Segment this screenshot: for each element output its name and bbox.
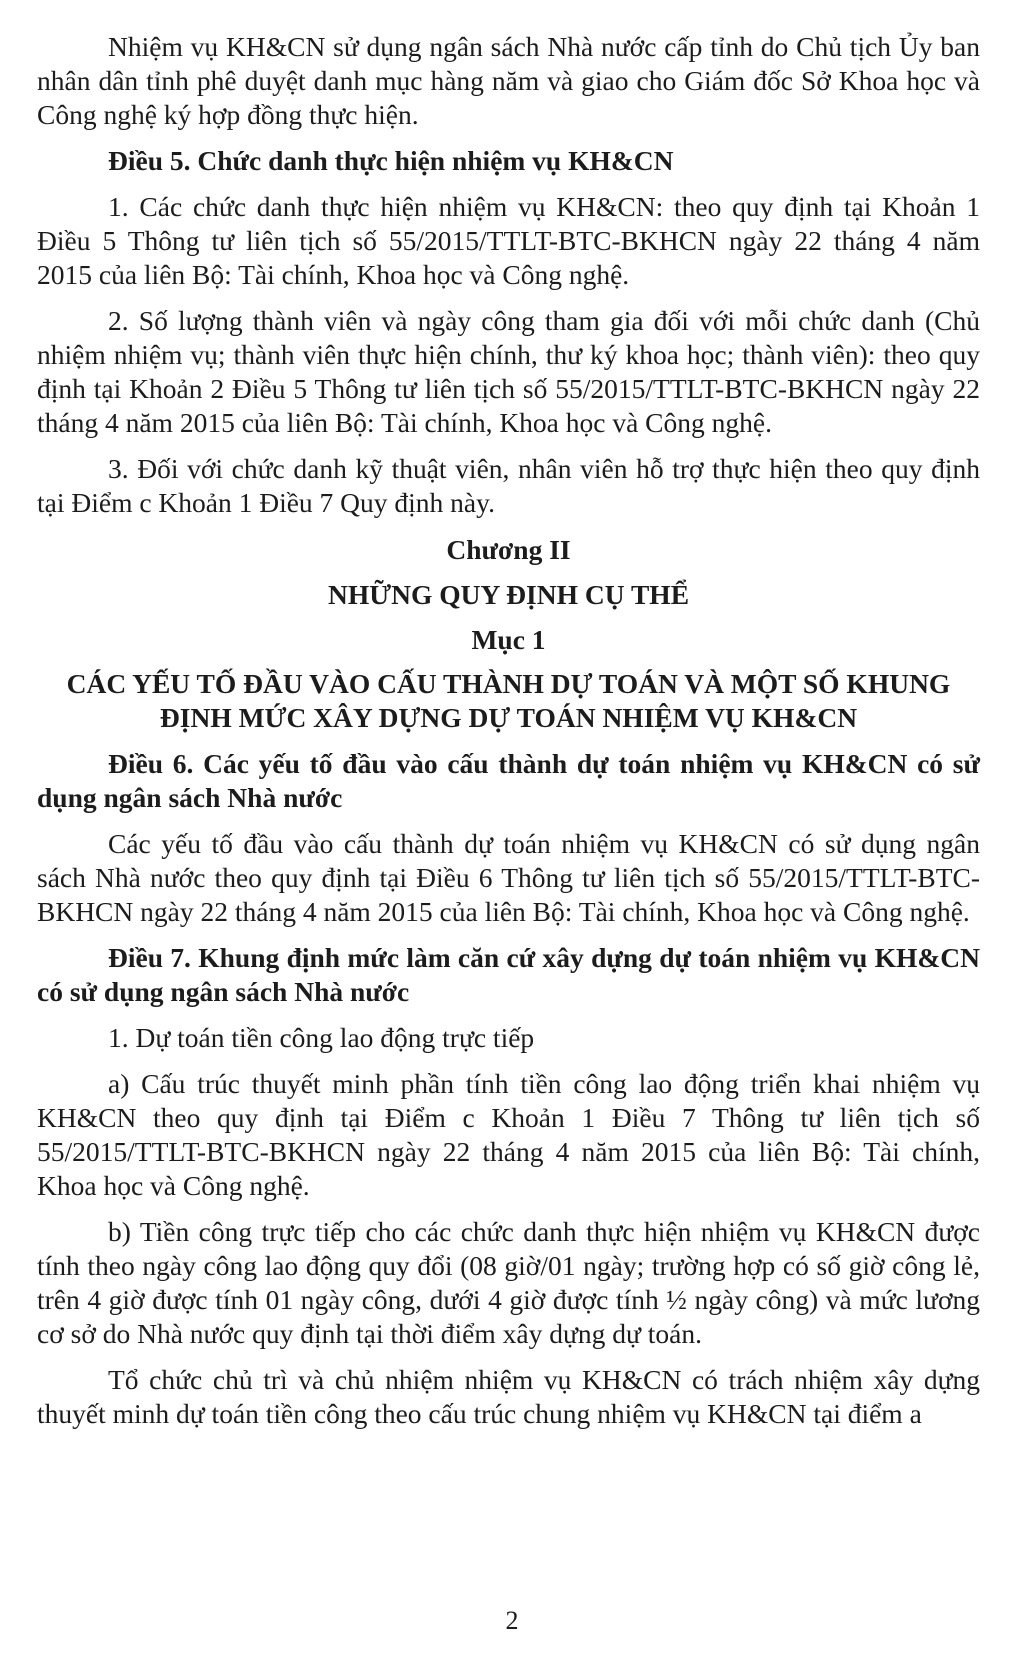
chapter-subtitle: NHỮNG QUY ĐỊNH CỤ THỂ (327, 579, 690, 610)
article-7-clause-1: 1. Dự toán tiền công lao động trực tiếp (108, 1022, 535, 1053)
article-6-body: Các yếu tố đầu vào cấu thành dự toán nhiệm vụ KH&CN có sử dụng ngân sách Nhà nước theo quy định tại Điều 6 Thông tư liên tịch số 55/2015/TTLT-BTC-BKHCN ngày 22 tháng 4 năm 2015 của liên Bộ: Tài chính, Khoa học và Công nghệ. (37, 828, 980, 927)
article-5-heading: Điều 5. Chức danh thực hiện nhiệm vụ KH&CN (108, 145, 674, 176)
article-6-heading: Điều 6. Các yếu tố đầu vào cấu thành dự toán nhiệm vụ KH&CN có sử dụng ngân sách Nhà nước (37, 748, 980, 813)
article-7-responsibility: Tổ chức chủ trì và chủ nhiệm nhiệm vụ KH&CN có trách nhiệm xây dựng thuyết minh dự toán tiền công theo cấu trúc chung nhiệm vụ KH&CN tại điểm a (37, 1364, 980, 1429)
chapter-title: Chương II (446, 534, 571, 565)
article-7-point-b: b) Tiền công trực tiếp cho các chức danh thực hiện nhiệm vụ KH&CN được tính theo ngày công lao động quy đổi (08 giờ/01 ngày; trường hợp có số giờ công lẻ, trên 4 giờ được tính 01 ngày công, dưới 4 giờ được tính ½ ngày công) và mức lương cơ sở do Nhà nước quy định tại thời điểm xây dựng dự toán. (37, 1216, 980, 1349)
page-number: 2 (505, 1606, 519, 1635)
article-7-heading: Điều 7. Khung định mức làm căn cứ xây dựng dự toán nhiệm vụ KH&CN có sử dụng ngân sách Nhà nước (37, 942, 980, 1007)
paragraph-approval: Nhiệm vụ KH&CN sử dụng ngân sách Nhà nước cấp tỉnh do Chủ tịch Ủy ban nhân dân tỉnh phê duyệt danh mục hàng năm và giao cho Giám đốc Sở Khoa học và Công nghệ ký hợp đồng thực hiện. (37, 31, 980, 130)
section-title: Mục 1 (471, 624, 546, 655)
section-subtitle: CÁC YẾU TỐ ĐẦU VÀO CẤU THÀNH DỰ TOÁN VÀ MỘT SỐ KHUNG ĐỊNH MỨC XÂY DỰNG DỰ TOÁN NHIỆM VỤ KH&CN (66, 668, 951, 733)
article-7-point-a: a) Cấu trúc thuyết minh phần tính tiền công lao động triển khai nhiệm vụ KH&CN theo quy định tại Điểm c Khoản 1 Điều 7 Thông tư liên tịch số 55/2015/TTLT-BTC-BKHCN ngày 22 tháng 4 năm 2015 của liên Bộ: Tài chính, Khoa học và Công nghệ. (37, 1068, 980, 1201)
article-5-clause-3: 3. Đối với chức danh kỹ thuật viên, nhân viên hỗ trợ thực hiện theo quy định tại Điểm c Khoản 1 Điều 7 Quy định này. (37, 453, 980, 518)
article-5-clause-2: 2. Số lượng thành viên và ngày công tham gia đối với mỗi chức danh (Chủ nhiệm nhiệm vụ; thành viên thực hiện chính, thư ký khoa học; thành viên): theo quy định tại Khoản 2 Điều 5 Thông tư liên tịch số 55/2015/TTLT-BTC-BKHCN ngày 22 tháng 4 năm 2015 của liên Bộ: Tài chính, Khoa học và Công nghệ. (37, 305, 980, 438)
article-5-clause-1: 1. Các chức danh thực hiện nhiệm vụ KH&CN: theo quy định tại Khoản 1 Điều 5 Thông tư liên tịch số 55/2015/TTLT-BTC-BKHCN ngày 22 tháng 4 năm 2015 của liên Bộ: Tài chính, Khoa học và Công nghệ. (37, 191, 980, 290)
